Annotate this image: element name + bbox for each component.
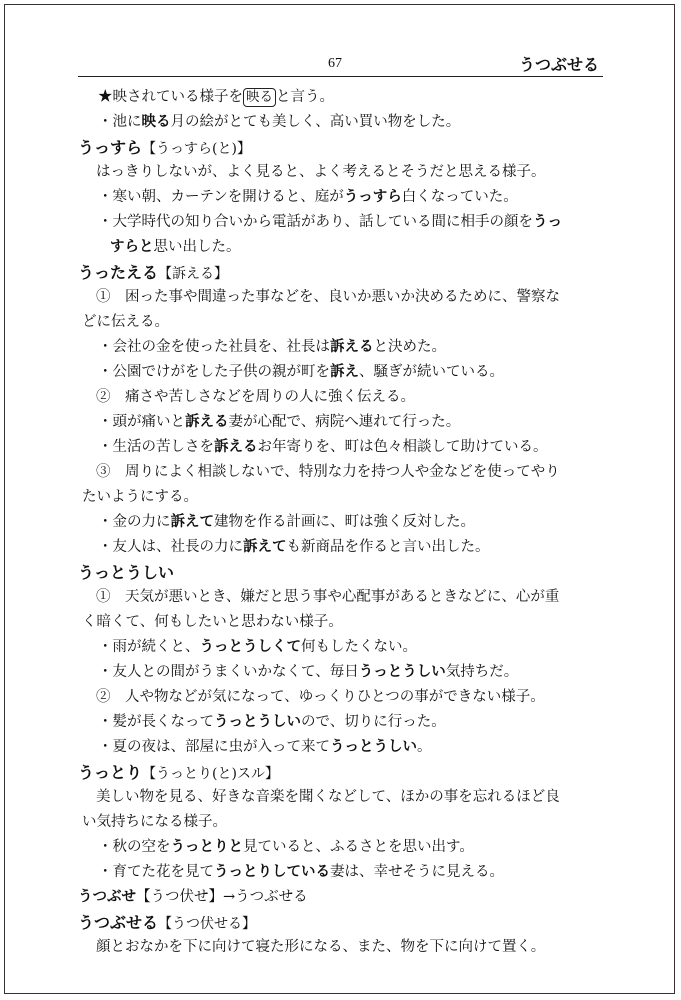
example-sentence: ・夏の夜は、部屋に虫が入って来てうっとうしい。 [98, 739, 432, 755]
sense-continuation: どに伝える。 [82, 314, 169, 330]
example-sentence: ・育てた花を見てうっとりしている妻は、幸せそうに見える。 [98, 864, 504, 880]
definition-continuation: い気持ちになる様子。 [82, 814, 227, 830]
definition: 顔とおなかを下に向けて寝た形になる、また、物を下に向けて置く。 [96, 939, 546, 955]
entry-utsubuseru [78, 910, 603, 935]
reading: 【うっとり(と)スル】 [142, 766, 279, 782]
example-sentence: ・友人との間がうまくいかなくて、毎日うっとうしい気持ちだ。 [98, 664, 519, 680]
entry-utsubuse [78, 885, 603, 910]
running-head: うつぶせる [518, 55, 599, 74]
example-sentence: ・池に映る月の絵がとても美しく、高い買い物をした。 [98, 114, 461, 130]
sense-1: ① 困った事や間違った事などを、良いか悪いか決めるために、警察な [96, 289, 560, 305]
reading: 【訴える】 [158, 266, 229, 282]
sense-continuation: たいようにする。 [82, 489, 198, 505]
page-number: 67 [328, 56, 342, 71]
entry-uttaeru [78, 260, 603, 285]
reading: 【うっすら(と)】 [142, 141, 251, 157]
page-header [78, 46, 603, 77]
cross-reference: →うつぶせる [223, 889, 308, 905]
sense-continuation: く暗くて、何もしたいと思わない様子。 [82, 614, 343, 630]
example-sentence: ・金の力に訴えて建物を作る計画に、町は強く反対した。 [98, 514, 475, 530]
page-body [78, 77, 603, 960]
entry-ussura [78, 135, 603, 160]
reading: 【うつ伏せ】 [136, 889, 223, 905]
sense-1: ① 天気が悪いとき、嫌だと思う事や心配事があるときなどに、心が重 [96, 589, 560, 605]
example-sentence: ・会社の金を使った社員を、社長は訴えると決めた。 [98, 339, 446, 355]
sense-2: ② 痛さや苦しさなどを周りの人に強く伝える。 [96, 389, 415, 405]
example-sentence: ・大学時代の知り合いから電話があり、話している間に相手の顔をうっ [98, 214, 562, 230]
definition: はっきりしないが、よく見ると、よく考えるとそうだと思える様子。 [96, 164, 546, 180]
example-sentence: ・寒い朝、カーテンを開けると、庭がうっすら白くなっていた。 [98, 189, 518, 205]
headword: うっとり [78, 763, 143, 782]
sense-2: ② 人や物などが気になって、ゆっくりひとつの事ができない様子。 [96, 689, 545, 705]
headword: うっすら [78, 138, 143, 157]
headword: うったえる [78, 263, 159, 282]
example-sentence: ・秋の空をうっとりと見ていると、ふるさとを思い出す。 [98, 839, 474, 855]
definition: 美しい物を見る、好きな音楽を聞くなどして、ほかの事を忘れるほど良 [96, 789, 560, 805]
example-sentence: ・生活の苦しさを訴えるお年寄りを、町は色々相談して助けている。 [98, 439, 548, 455]
example-sentence: ・頭が痛いと訴える妻が心配で、病院へ連れて行った。 [98, 414, 461, 430]
usage-note: ★映されている様子を 映る と言う。 [98, 89, 334, 105]
example-sentence: ・公園でけがをした子供の親が町を訴え、騒ぎが続いている。 [98, 364, 504, 380]
entry-uttoushii [78, 560, 603, 585]
dictionary-page [78, 46, 603, 960]
boxed-word: 映る [243, 88, 276, 107]
example-sentence: ・雨が続くと、うっとうしくて何もしたくない。 [98, 639, 417, 655]
example-sentence: ・髪が長くなってうっとうしいので、切りに行った。 [98, 714, 446, 730]
reading: 【うつ伏せる】 [158, 916, 257, 932]
example-sentence: ・友人は、社長の力に訴えても新商品を作ると言い出した。 [98, 539, 490, 555]
headword: うつぶせる [78, 913, 159, 932]
headword: うっとうしい [78, 563, 175, 582]
example-continuation: すらと思い出した。 [110, 239, 241, 255]
headword: うつぶせ [78, 889, 136, 905]
entry-uttori [78, 760, 603, 785]
sense-3: ③ 周りによく相談しないで、特別な力を持つ人や金などを使ってやり [96, 464, 560, 480]
